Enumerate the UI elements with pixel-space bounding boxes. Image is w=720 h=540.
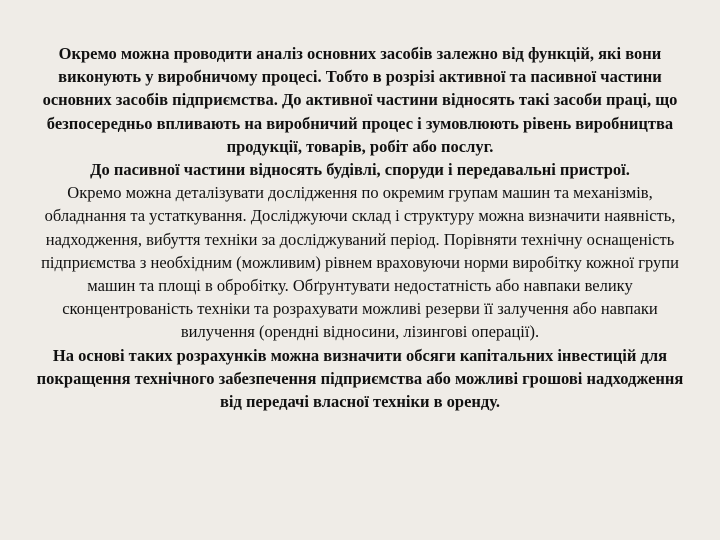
paragraph-functions: Окремо можна проводити аналіз основних засобів залежно від функцій, які вони виконують у виробничому процесі. Тобто в розрізі активної та пасивної частини основних засобів підприємства. До активної частини відносять такі засоби праці, що безпосередньо впливають на виробничий процес і зумовлюють рівень виробництва продукції, товарів, робіт або послуг. xyxy=(42,44,678,156)
paragraph-detailed-analysis: Окремо можна деталізувати дослідження по окремим групам машин та механізмів, обладнання та устаткування. Досліджуючи склад і структуру можна визначити наявність, надходження, вибуття техніки за досліджуваний період. Порівняти технічну оснащеність підприємства з необхідним (можливим) рівнем враховуючи норми виробітку кожної групи машин та площі в обробітку. Обґрунтувати недостатність або навпаки велику сконцентрованість техніки та розрахувати можливі резерви її залучення або навпаки вилучення (орендні відносини, лізингові операції). xyxy=(41,183,679,342)
slide-text-block xyxy=(28,42,692,413)
paragraph-passive-part: До пасивної частини відносять будівлі, споруди і передавальні пристрої. xyxy=(90,160,630,180)
paragraph-investments: На основі таких розрахунків можна визначити обсяги капітальних інвестицій для покращення технічного забезпечення підприємства або можливі грошові надходження від передачі власної техніки в оренду. xyxy=(36,345,684,412)
